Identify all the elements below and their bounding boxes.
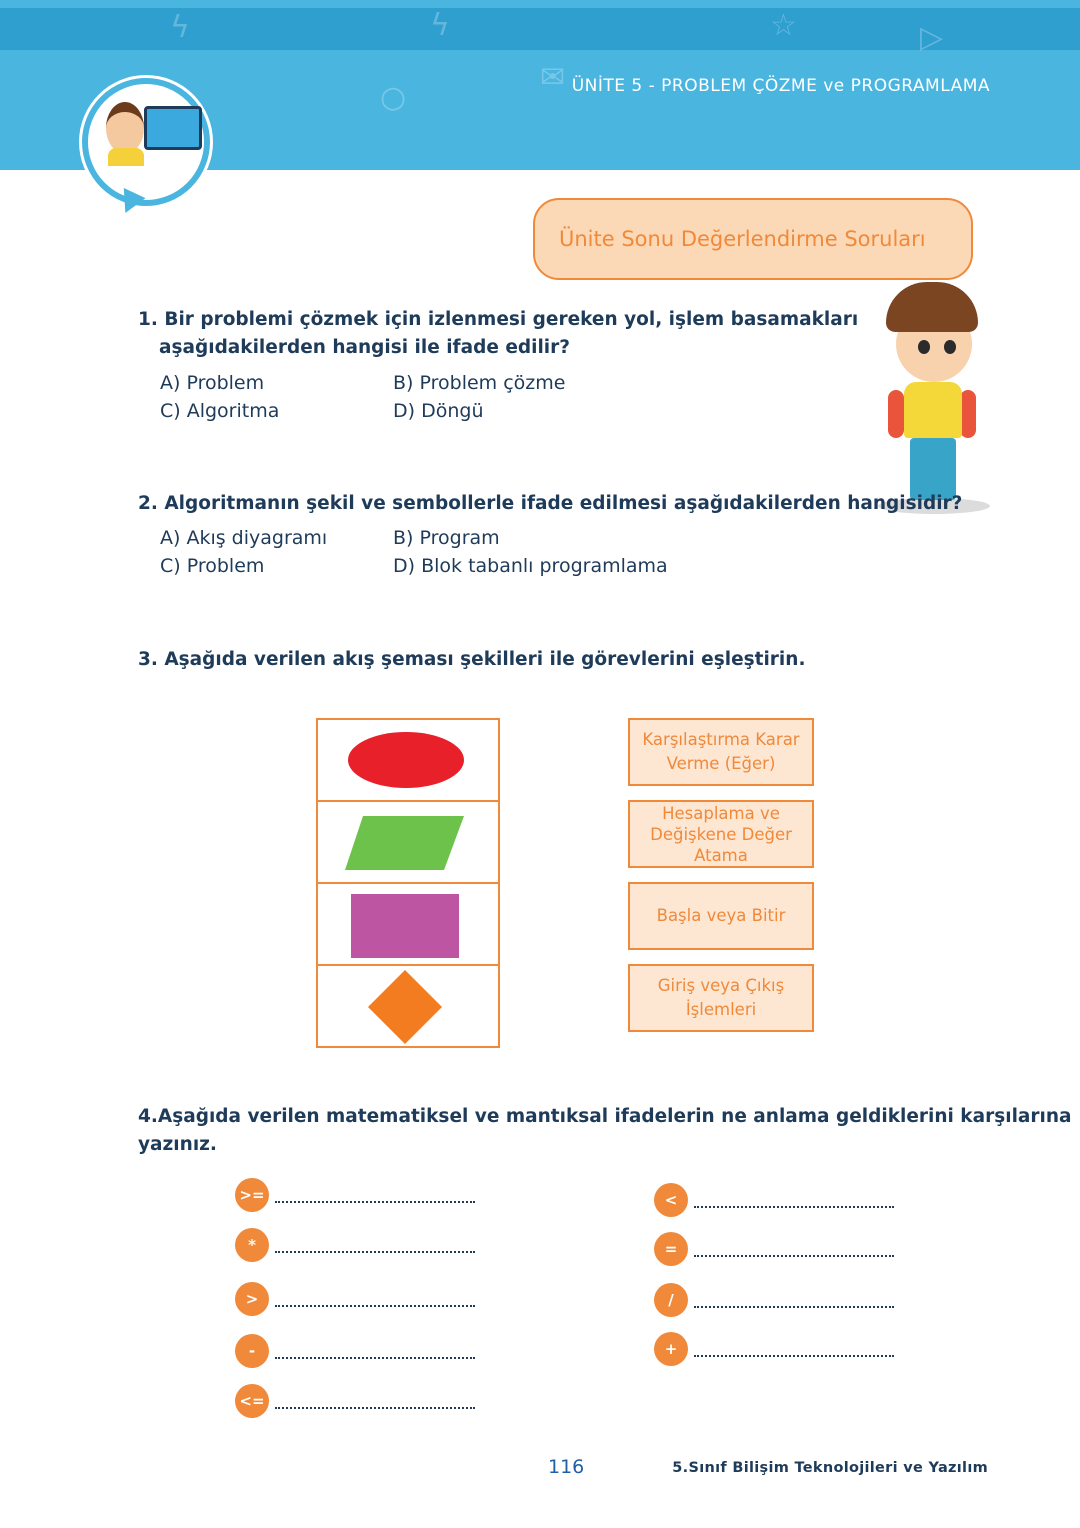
header-top-band xyxy=(0,8,1080,50)
mail-icon: ✉ xyxy=(540,60,566,95)
unit-title: ÜNİTE 5 - PROBLEM ÇÖZME ve PROGRAMLAMA xyxy=(571,76,990,96)
lightning-icon: ϟ xyxy=(170,10,190,45)
avatar-head xyxy=(106,102,144,154)
boy-hair xyxy=(886,282,978,332)
q1-option-c[interactable]: C) Algoritma xyxy=(160,400,280,422)
boy-illustration xyxy=(878,282,990,522)
shape-cell-diamond[interactable] xyxy=(318,966,498,1048)
q2-option-a[interactable]: A) Akış diyagramı xyxy=(160,527,328,549)
q1-option-d[interactable]: D) Döngü xyxy=(393,400,484,422)
task-process-label: Hesaplama ve Değişkene Değer Atama xyxy=(650,803,792,865)
flowchart-shapes-column xyxy=(316,718,500,1048)
star-icon: ☆ xyxy=(770,8,797,43)
task-input-output-label: Giriş veya Çıkış İşlemleri xyxy=(657,976,785,1019)
question-1 xyxy=(138,306,858,362)
rectangle-shape xyxy=(318,884,498,966)
q2-option-d[interactable]: D) Blok tabanlı programlama xyxy=(393,555,668,577)
section-title: Ünite Sonu Değerlendirme Soruları xyxy=(559,227,926,251)
symbol-row-plus xyxy=(654,1332,894,1366)
question-4 xyxy=(138,1103,1072,1159)
symbol-row-lte xyxy=(235,1384,475,1418)
boy-eye xyxy=(944,340,956,354)
symbol-row-gte xyxy=(235,1178,475,1212)
computer-icon xyxy=(144,106,202,150)
question-2 xyxy=(138,490,962,518)
q1-option-b[interactable]: B) Problem çözme xyxy=(393,372,566,394)
answer-line[interactable] xyxy=(694,1200,894,1208)
q1-option-a[interactable]: A) Problem xyxy=(160,372,265,394)
answer-line[interactable] xyxy=(275,1299,475,1307)
question-2-text: 2. Algoritmanın şekil ve sembollerle ifade edilmesi aşağıdakilerden hangisidir? xyxy=(138,493,963,514)
symbol-badge: >= xyxy=(235,1178,269,1212)
unit-badge-avatar xyxy=(82,78,210,206)
task-box-decision[interactable] xyxy=(628,718,814,786)
symbol-row-gt xyxy=(235,1282,475,1316)
lightning-icon: ϟ xyxy=(430,8,450,43)
answer-line[interactable] xyxy=(275,1245,475,1253)
task-decision-label: Karşılaştırma Karar Verme (Eğer) xyxy=(642,730,800,773)
question-1-text: 1. Bir problemi çözmek için izlenmesi gereken yol, işlem basamakları xyxy=(138,309,859,330)
q2-option-b[interactable]: B) Program xyxy=(393,527,500,549)
shape-cell-rectangle[interactable] xyxy=(318,884,498,966)
symbol-row-equals xyxy=(654,1232,894,1266)
boy-eye xyxy=(918,340,930,354)
answer-line[interactable] xyxy=(694,1249,894,1257)
boy-body xyxy=(904,382,962,438)
parallelogram-shape xyxy=(318,802,498,884)
symbol-row-divide xyxy=(654,1283,894,1317)
answer-line[interactable] xyxy=(275,1401,475,1409)
symbol-row-multiply xyxy=(235,1228,475,1262)
symbol-row-minus xyxy=(235,1334,475,1368)
answer-line[interactable] xyxy=(694,1300,894,1308)
shape-cell-oval[interactable] xyxy=(318,720,498,802)
book-title: 5.Sınıf Bilişim Teknolojileri ve Yazılım xyxy=(672,1460,988,1476)
q2-option-c[interactable]: C) Problem xyxy=(160,555,265,577)
question-3-text: 3. Aşağıda verilen akış şeması şekilleri ile görevlerini eşleştirin. xyxy=(138,649,806,670)
avatar-shirt xyxy=(108,148,144,166)
badge-tail xyxy=(114,188,145,218)
symbol-badge: + xyxy=(654,1332,688,1366)
diamond-shape xyxy=(318,966,498,1048)
symbol-row-lt xyxy=(654,1183,894,1217)
play-icon: ▷ xyxy=(920,20,944,55)
task-box-input-output[interactable] xyxy=(628,964,814,1032)
symbol-badge: = xyxy=(654,1232,688,1266)
answer-line[interactable] xyxy=(694,1349,894,1357)
question-4-text: 4.Aşağıda verilen matematiksel ve mantıksal ifadelerin ne anlama geldiklerini karşılarına xyxy=(138,1106,1072,1127)
question-3 xyxy=(138,646,805,674)
bulb-icon: ○ xyxy=(380,80,407,115)
boy-arm-left xyxy=(888,390,904,438)
oval-shape xyxy=(318,720,498,802)
symbol-badge: <= xyxy=(235,1384,269,1418)
symbol-badge: * xyxy=(235,1228,269,1262)
answer-line[interactable] xyxy=(275,1351,475,1359)
symbol-badge: - xyxy=(235,1334,269,1368)
answer-line[interactable] xyxy=(275,1195,475,1203)
section-title-bubble xyxy=(533,198,973,280)
question-1-text-cont: aşağıdakilerden hangisi ile ifade edilir? xyxy=(159,337,570,358)
task-box-start-end[interactable] xyxy=(628,882,814,950)
task-start-end-label: Başla veya Bitir xyxy=(656,906,786,925)
shape-cell-parallelogram[interactable] xyxy=(318,802,498,884)
task-box-process[interactable] xyxy=(628,800,814,868)
page-number: 116 xyxy=(548,1456,585,1478)
symbol-badge: < xyxy=(654,1183,688,1217)
symbol-badge: > xyxy=(235,1282,269,1316)
symbol-badge: / xyxy=(654,1283,688,1317)
question-4-text-cont: yazınız. xyxy=(138,1134,217,1155)
boy-arm-right xyxy=(960,390,976,438)
